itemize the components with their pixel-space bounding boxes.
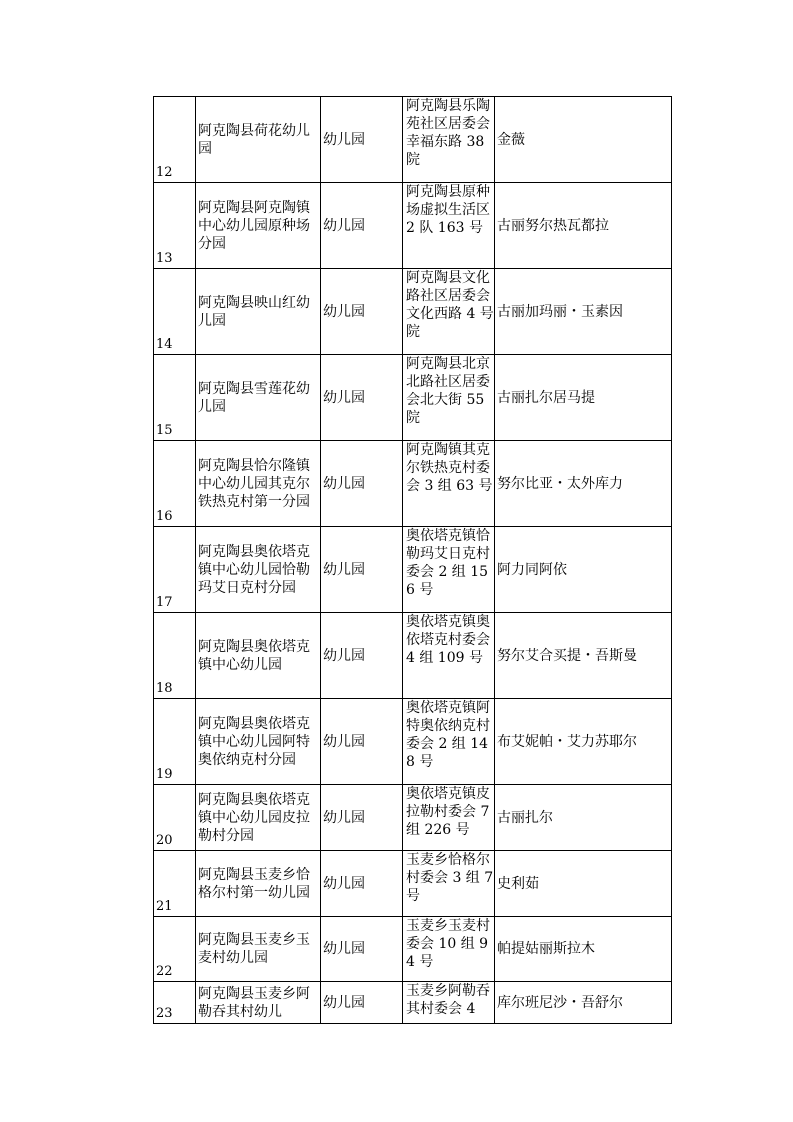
row-number: 17	[154, 527, 196, 613]
kindergarten-name: 阿克陶县玉麦乡恰格尔村第一幼儿园	[196, 851, 321, 917]
school-type: 幼儿园	[321, 851, 403, 917]
principal-name: 帕提姑丽斯拉木	[495, 917, 672, 982]
principal-name: 阿力同阿依	[495, 527, 672, 613]
school-type: 幼儿园	[321, 917, 403, 982]
principal-name: 史利茹	[495, 851, 672, 917]
row-number: 13	[154, 183, 196, 269]
principal-name: 努尔比亚・太外库力	[495, 441, 672, 527]
school-address: 玉麦乡玉麦村委会 10 组 94 号	[403, 917, 495, 982]
kindergarten-name: 阿克陶县荷花幼儿园	[196, 97, 321, 183]
school-type: 幼儿园	[321, 699, 403, 785]
school-address: 奥依塔克镇阿特奥依纳克村委会 2 组 148 号	[403, 699, 495, 785]
kindergarten-table-container	[153, 96, 672, 1024]
school-address: 阿克陶县乐陶苑社区居委会幸福东路 38 院	[403, 97, 495, 183]
kindergarten-table	[153, 96, 672, 1024]
row-number: 23	[154, 982, 196, 1024]
table-row	[154, 355, 672, 441]
kindergarten-name: 阿克陶县奥依塔克镇中心幼儿园	[196, 613, 321, 699]
school-address: 阿克陶县文化路社区居委会文化西路 4 号院	[403, 269, 495, 355]
table-row	[154, 982, 672, 1024]
school-address: 奥依塔克镇恰勒玛艾日克村委会 2 组 156 号	[403, 527, 495, 613]
table-row	[154, 183, 672, 269]
school-type: 幼儿园	[321, 982, 403, 1024]
school-address: 奥依塔克镇皮拉勒村委会 7 组 226 号	[403, 785, 495, 851]
kindergarten-name: 阿克陶县奥依塔克镇中心幼儿园阿特奥依纳克村分园	[196, 699, 321, 785]
table-row	[154, 269, 672, 355]
table-row	[154, 613, 672, 699]
kindergarten-name: 阿克陶县奥依塔克镇中心幼儿园恰勒玛艾日克村分园	[196, 527, 321, 613]
table-row	[154, 441, 672, 527]
table-row	[154, 527, 672, 613]
table-row	[154, 97, 672, 183]
principal-name: 古丽扎尔	[495, 785, 672, 851]
principal-name: 古丽努尔热瓦都拉	[495, 183, 672, 269]
school-type: 幼儿园	[321, 613, 403, 699]
table-row	[154, 917, 672, 982]
kindergarten-name: 阿克陶县阿克陶镇中心幼儿园原种场分园	[196, 183, 321, 269]
table-row	[154, 851, 672, 917]
row-number: 14	[154, 269, 196, 355]
table-row	[154, 699, 672, 785]
row-number: 20	[154, 785, 196, 851]
school-type: 幼儿园	[321, 269, 403, 355]
row-number: 22	[154, 917, 196, 982]
school-address: 阿克陶县原种场虚拟生活区 2 队 163 号	[403, 183, 495, 269]
kindergarten-name: 阿克陶县恰尔隆镇中心幼儿园其克尔铁热克村第一分园	[196, 441, 321, 527]
school-type: 幼儿园	[321, 355, 403, 441]
principal-name: 努尔艾合买提・吾斯曼	[495, 613, 672, 699]
school-address: 阿克陶县北京北路社区居委会北大街 55 院	[403, 355, 495, 441]
school-address: 玉麦乡恰格尔村委会 3 组 7 号	[403, 851, 495, 917]
principal-name: 布艾妮帕・艾力苏耶尔	[495, 699, 672, 785]
principal-name: 库尔班尼沙・吾舒尔	[495, 982, 672, 1024]
row-number: 15	[154, 355, 196, 441]
school-type: 幼儿园	[321, 183, 403, 269]
school-address: 阿克陶镇其克尔铁热克村委会 3 组 63 号	[403, 441, 495, 527]
kindergarten-name: 阿克陶县奥依塔克镇中心幼儿园皮拉勒村分园	[196, 785, 321, 851]
row-number: 21	[154, 851, 196, 917]
row-number: 16	[154, 441, 196, 527]
row-number: 18	[154, 613, 196, 699]
principal-name: 古丽扎尔居马提	[495, 355, 672, 441]
row-number: 19	[154, 699, 196, 785]
kindergarten-name: 阿克陶县雪莲花幼儿园	[196, 355, 321, 441]
kindergarten-name: 阿克陶县玉麦乡阿勒吞其村幼儿	[196, 982, 321, 1024]
row-number: 12	[154, 97, 196, 183]
school-type: 幼儿园	[321, 97, 403, 183]
kindergarten-name: 阿克陶县玉麦乡玉麦村幼儿园	[196, 917, 321, 982]
principal-name: 金薇	[495, 97, 672, 183]
table-row	[154, 785, 672, 851]
school-address: 玉麦乡阿勒吞其村委会 4	[403, 982, 495, 1024]
kindergarten-name: 阿克陶县映山红幼儿园	[196, 269, 321, 355]
principal-name: 古丽加玛丽・玉素因	[495, 269, 672, 355]
school-type: 幼儿园	[321, 441, 403, 527]
school-type: 幼儿园	[321, 785, 403, 851]
school-type: 幼儿园	[321, 527, 403, 613]
school-address: 奥依塔克镇奥依塔克村委会 4 组 109 号	[403, 613, 495, 699]
